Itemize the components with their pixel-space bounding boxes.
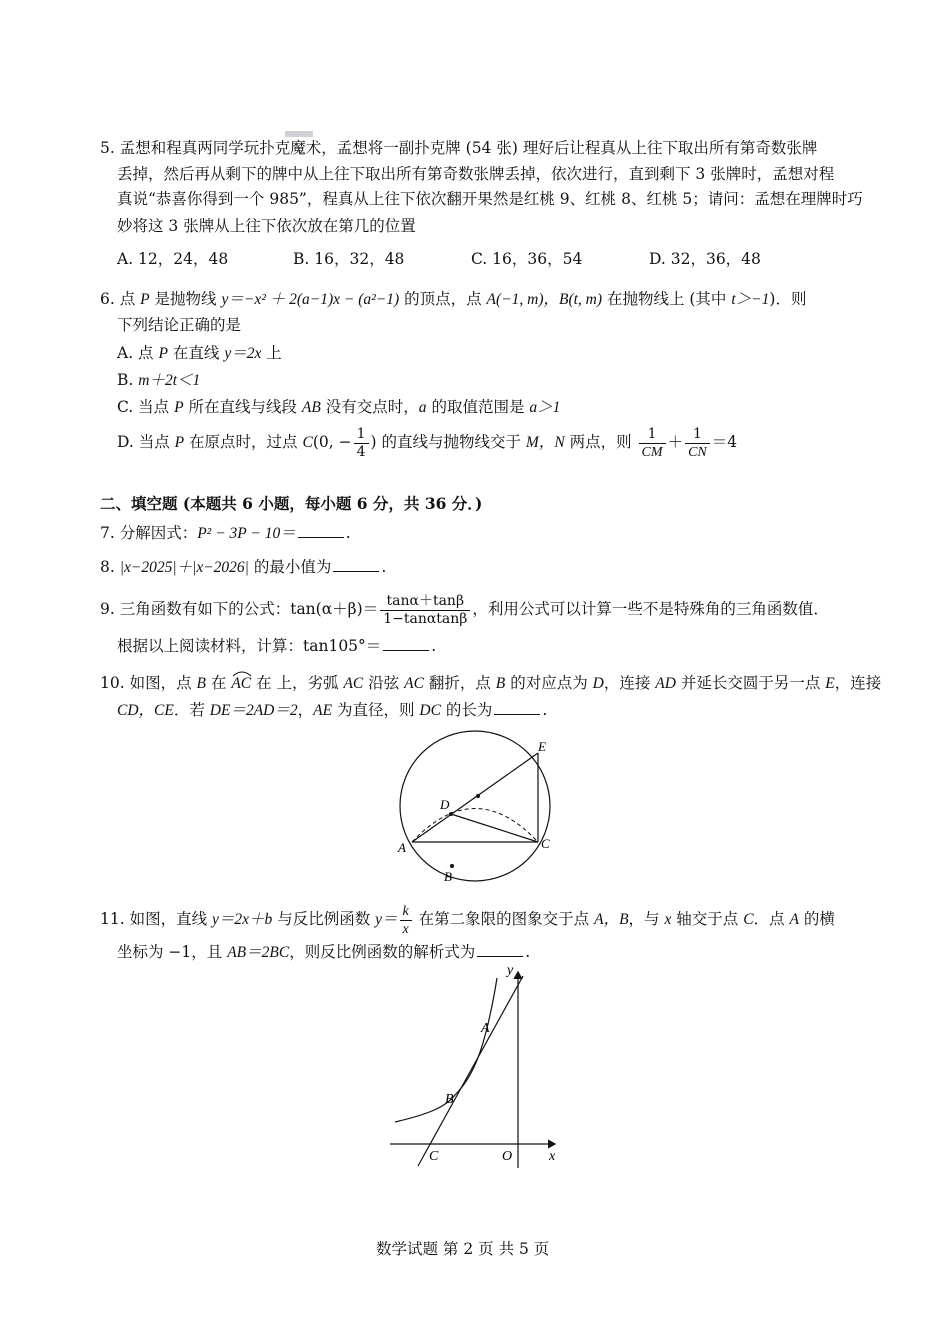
q10-line-2: CD，CE．若 DE＝2AD＝2，AE 为直径，则 DC 的长为 . — [117, 701, 548, 719]
q5-option-b: B. 16，32，48 — [293, 250, 405, 268]
label-x: x — [549, 1149, 556, 1164]
answer-blank — [383, 636, 429, 651]
section-heading: 二、填空题 (本题共 6 小题，每小题 6 分，共 36 分．) — [100, 494, 483, 513]
q6-option-c: C. 当点 P 所在直线与线段 AB 没有交点时，a 的取值范围是 a＞1 — [117, 398, 561, 416]
label-d: D — [440, 797, 450, 812]
label-y: y — [507, 963, 514, 978]
fraction-1-cm: $\frac{1}{CM}$ — [639, 426, 666, 461]
circle — [400, 731, 550, 881]
q5-option-d: D. 32，36，48 — [649, 250, 761, 268]
fraction-one-quarter: $\frac{1}{4}$ — [354, 426, 369, 461]
q5-line-1: 5. 孟想和程真两同学玩扑克魔术，孟想将一副扑克牌 (54 张) 理好后让程真从上往下取出所有第奇数张牌 — [100, 139, 818, 157]
answer-blank — [494, 700, 540, 715]
q6-line-2: 下列结论正确的是 — [117, 316, 242, 334]
label-c: C — [541, 836, 550, 851]
fraction-k-x: $\frac{k}{x}$ — [400, 903, 412, 938]
q5-line-2: 丢掉，然后再从剩下的牌中从上往下取出所有第奇数张牌丢掉，依次进行，直到剩下 3 张牌时，孟想对程 — [117, 165, 835, 183]
scan-mark — [285, 131, 313, 137]
q6-option-d: D. 当点 P 在原点时，过点 C(0, − $\frac{1}{4}$ ) 的直线与抛物线交于 M，N 两点，则 $\frac{1}{CM}$ ＋ $\frac{1}{CN}$ ＝4 — [117, 425, 738, 460]
label-c: C — [429, 1149, 439, 1164]
q11-line-1: 11. 如图，直线 y＝2x＋b 与反比例函数 y＝ $\frac{k}{x}$ 在第二象限的图象交于点 A，B，与 x 轴交于点 C．点 A 的横 — [100, 903, 835, 937]
folded-arc — [412, 809, 538, 843]
label-e: E — [538, 739, 546, 754]
segment-dc — [451, 814, 538, 842]
label-a: A — [398, 840, 406, 855]
q9-line-1: 9. 三角函数有如下的公式：tan(α＋β)＝ $\frac{\tan\alpha+\tan\beta}{1-\tan\alpha\tan\beta}$ ，利用公式可以计算一些不是特殊角的三角函数值． — [100, 592, 829, 627]
circle-figure — [390, 730, 570, 885]
fraction-1-cn: $\frac{1}{CN}$ — [685, 426, 710, 461]
q5-option-c: C. 16，36，54 — [471, 250, 583, 268]
q5-line-4: 妙将这 3 张牌从上往下依次放在第几的位置 — [117, 217, 416, 235]
hyperbola-tail — [495, 978, 497, 990]
label-a: A — [481, 1021, 490, 1036]
tan-sum-fraction: $\frac{\tan\alpha+\tan\beta}{1-\tan\alpha\tan\beta}$ — [380, 593, 470, 628]
label-b: B — [444, 869, 452, 884]
q6-line-1: 6. 点 P 是抛物线 y＝−x² ＋ 2(a−1)x − (a²−1) 的顶点，点 A(−1, m)，B(t, m) 在抛物线上 (其中 t＞−1)．则 — [100, 290, 807, 308]
q5-option-a: A. 12，24，48 — [117, 250, 229, 268]
point-b — [450, 864, 454, 868]
answer-blank — [477, 942, 523, 957]
line-y-2x-b — [418, 976, 523, 1166]
q6-option-a: A. 点 P 在直线 y＝2x 上 — [117, 344, 282, 362]
graph-figure — [385, 960, 570, 1172]
page-footer: 数学试题 第 2 页 共 5 页 — [376, 1240, 550, 1258]
center-dot — [476, 794, 480, 798]
answer-blank — [298, 523, 344, 538]
q11-line-2: 坐标为 −1，且 AB＝2BC，则反比例函数的解析式为 . — [117, 943, 531, 961]
q7-line: 7. 分解因式：P² − 3P − 10＝ . — [100, 524, 351, 542]
q6-option-b: B. m＋2t＜1 — [117, 371, 201, 389]
arc-ac: AC — [231, 675, 251, 692]
point-d — [449, 812, 453, 816]
q10-line-1: 10. 如图，点 B 在 AC 在 上，劣弧 AC 沿弦 AC 翻折，点 B 的对应点为 D，连接 AD 并延长交圆于另一点 E，连接 — [100, 674, 882, 692]
label-b: B — [445, 1092, 454, 1107]
line-ae — [412, 753, 538, 842]
label-o: O — [502, 1149, 513, 1164]
q9-line-2: 根据以上阅读材料，计算：tan105°＝ . — [117, 637, 437, 655]
q5-line-3: 真说“恭喜你得到一个 985”，程真从上往下依次翻开果然是红桃 9、红桃 8、红桃 5；请问：孟想在理牌时巧 — [117, 190, 863, 208]
answer-blank — [333, 557, 379, 572]
q8-line: 8. |x−2025|＋|x−2026| 的最小值为 . — [100, 558, 387, 576]
